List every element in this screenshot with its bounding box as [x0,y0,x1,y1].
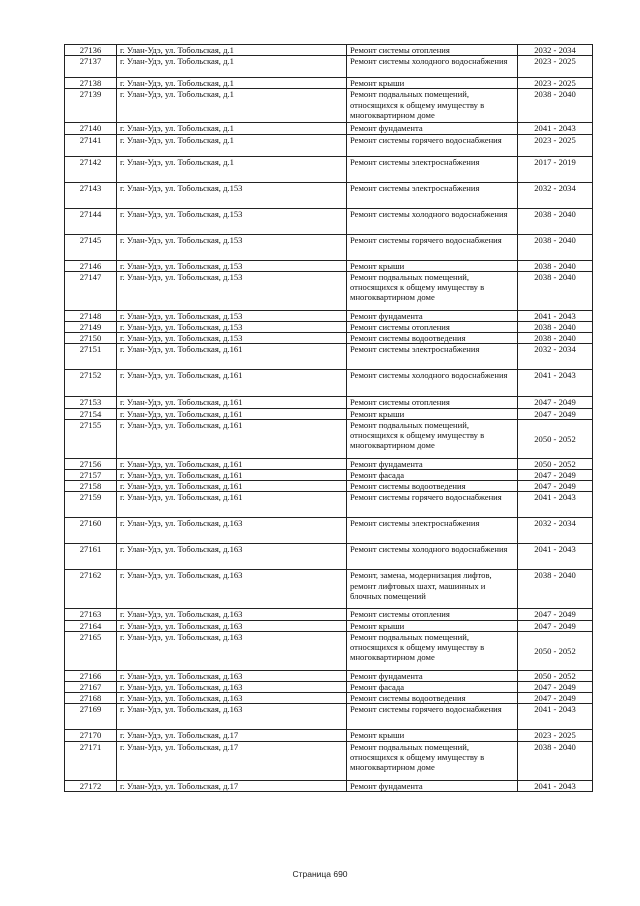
cell-address: г. Улан-Удэ, ул. Тобольская, д.163 [117,631,347,670]
cell-work-type: Ремонт системы электроснабжения [347,182,518,208]
cell-address: г. Улан-Удэ, ул. Тобольская, д.1 [117,123,347,134]
table-row [65,492,593,518]
cell-work-type: Ремонт подвальных помещений, относящихся к общему имуществу в многоквартирном доме [347,741,518,780]
cell-work-type: Ремонт фасада [347,682,518,693]
table-row [65,544,593,570]
cell-record-id: 27150 [65,333,117,344]
cell-address: г. Улан-Удэ, ул. Тобольская, д.17 [117,741,347,780]
cell-address: г. Улан-Удэ, ул. Тобольская, д.153 [117,234,347,260]
cell-address: г. Улан-Удэ, ул. Тобольская, д.153 [117,260,347,271]
cell-work-type: Ремонт подвальных помещений, относящихся к общему имуществу в многоквартирном доме [347,419,518,458]
cell-record-id: 27156 [65,458,117,469]
cell-record-id: 27138 [65,78,117,89]
cell-work-type: Ремонт, замена, модернизация лифтов, ремонт лифтовых шахт, машинных и блочных помещений [347,570,518,609]
cell-work-type: Ремонт системы горячего водоснабжения [347,492,518,518]
cell-work-type: Ремонт крыши [347,620,518,631]
table-row [65,271,593,310]
cell-work-type: Ремонт крыши [347,78,518,89]
table-row [65,322,593,333]
cell-work-type: Ремонт системы водоотведения [347,333,518,344]
cell-record-id: 27163 [65,609,117,620]
table-row [65,123,593,134]
cell-work-type: Ремонт крыши [347,730,518,741]
cell-record-id: 27170 [65,730,117,741]
cell-address: г. Улан-Удэ, ул. Тобольская, д.1 [117,56,347,78]
table-row [65,470,593,481]
cell-work-type: Ремонт системы холодного водоснабжения [347,56,518,78]
cell-record-id: 27169 [65,704,117,730]
table-row [65,730,593,741]
cell-record-id: 27140 [65,123,117,134]
cell-period: 2050 - 2052 [518,631,593,670]
table-row [65,408,593,419]
cell-record-id: 27165 [65,631,117,670]
cell-address: г. Улан-Удэ, ул. Тобольская, д.163 [117,570,347,609]
cell-address: г. Улан-Удэ, ул. Тобольская, д.153 [117,271,347,310]
cell-period: 2032 - 2034 [518,518,593,544]
table-row [65,570,593,609]
cell-period: 2023 - 2025 [518,730,593,741]
cell-record-id: 27154 [65,408,117,419]
cell-period: 2023 - 2025 [518,134,593,156]
cell-address: г. Улан-Удэ, ул. Тобольская, д.161 [117,370,347,397]
table-row [65,670,593,681]
cell-record-id: 27162 [65,570,117,609]
cell-work-type: Ремонт системы отопления [347,397,518,408]
table-row [65,419,593,458]
cell-address: г. Улан-Удэ, ул. Тобольская, д.161 [117,481,347,492]
cell-record-id: 27172 [65,780,117,791]
cell-period: 2023 - 2025 [518,78,593,89]
table-row [65,134,593,156]
table-row [65,704,593,730]
cell-period: 2017 - 2019 [518,156,593,182]
cell-period: 2041 - 2043 [518,544,593,570]
cell-address: г. Улан-Удэ, ул. Тобольская, д.161 [117,408,347,419]
cell-period: 2047 - 2049 [518,470,593,481]
cell-work-type: Ремонт системы водоотведения [347,693,518,704]
table-row [65,89,593,123]
cell-period: 2038 - 2040 [518,271,593,310]
table-row [65,741,593,780]
table-row [65,333,593,344]
cell-period: 2050 - 2052 [518,670,593,681]
table-row [65,156,593,182]
cell-period: 2023 - 2025 [518,56,593,78]
table-row [65,260,593,271]
cell-work-type: Ремонт системы отопления [347,609,518,620]
cell-period: 2038 - 2040 [518,322,593,333]
cell-address: г. Улан-Удэ, ул. Тобольская, д.163 [117,620,347,631]
cell-address: г. Улан-Удэ, ул. Тобольская, д.153 [117,208,347,234]
cell-record-id: 27137 [65,56,117,78]
cell-record-id: 27139 [65,89,117,123]
cell-period: 2032 - 2034 [518,344,593,370]
cell-address: г. Улан-Удэ, ул. Тобольская, д.163 [117,518,347,544]
cell-period: 2032 - 2034 [518,45,593,56]
cell-work-type: Ремонт фундамента [347,123,518,134]
cell-period: 2047 - 2049 [518,481,593,492]
cell-work-type: Ремонт фундамента [347,780,518,791]
cell-address: г. Улан-Удэ, ул. Тобольская, д.153 [117,322,347,333]
cell-period: 2038 - 2040 [518,89,593,123]
cell-record-id: 27149 [65,322,117,333]
table-row [65,182,593,208]
table-row [65,620,593,631]
cell-work-type: Ремонт системы электроснабжения [347,156,518,182]
cell-work-type: Ремонт системы холодного водоснабжения [347,208,518,234]
table-row [65,682,593,693]
cell-address: г. Улан-Удэ, ул. Тобольская, д.163 [117,609,347,620]
cell-record-id: 27160 [65,518,117,544]
cell-record-id: 27136 [65,45,117,56]
cell-record-id: 27155 [65,419,117,458]
cell-address: г. Улан-Удэ, ул. Тобольская, д.1 [117,156,347,182]
cell-work-type: Ремонт системы отопления [347,322,518,333]
page-number: Страница 690 [292,869,348,879]
cell-work-type: Ремонт подвальных помещений, относящихся к общему имуществу в многоквартирном доме [347,271,518,310]
cell-address: г. Улан-Удэ, ул. Тобольская, д.153 [117,333,347,344]
cell-record-id: 27152 [65,370,117,397]
cell-work-type: Ремонт системы горячего водоснабжения [347,134,518,156]
cell-address: г. Улан-Удэ, ул. Тобольская, д.161 [117,397,347,408]
cell-work-type: Ремонт подвальных помещений, относящихся к общему имуществу в многоквартирном доме [347,89,518,123]
table-row [65,344,593,370]
cell-work-type: Ремонт системы электроснабжения [347,518,518,544]
cell-period: 2041 - 2043 [518,492,593,518]
table-row [65,458,593,469]
table-row [65,370,593,397]
table-row [65,481,593,492]
cell-period: 2041 - 2043 [518,780,593,791]
table-row [65,693,593,704]
cell-work-type: Ремонт подвальных помещений, относящихся к общему имуществу в многоквартирном доме [347,631,518,670]
table-row [65,208,593,234]
cell-record-id: 27171 [65,741,117,780]
cell-address: г. Улан-Удэ, ул. Тобольская, д.163 [117,693,347,704]
table-row [65,780,593,791]
cell-address: г. Улан-Удэ, ул. Тобольская, д.1 [117,89,347,123]
cell-record-id: 27159 [65,492,117,518]
table-body [65,45,593,792]
cell-period: 2038 - 2040 [518,333,593,344]
cell-address: г. Улан-Удэ, ул. Тобольская, д.1 [117,78,347,89]
cell-address: г. Улан-Удэ, ул. Тобольская, д.153 [117,182,347,208]
cell-work-type: Ремонт системы электроснабжения [347,344,518,370]
cell-record-id: 27164 [65,620,117,631]
cell-period: 2041 - 2043 [518,310,593,321]
cell-record-id: 27168 [65,693,117,704]
cell-record-id: 27158 [65,481,117,492]
cell-address: г. Улан-Удэ, ул. Тобольская, д.161 [117,458,347,469]
cell-period: 2050 - 2052 [518,419,593,458]
cell-period: 2032 - 2034 [518,182,593,208]
cell-work-type: Ремонт системы холодного водоснабжения [347,370,518,397]
cell-record-id: 27166 [65,670,117,681]
cell-period: 2038 - 2040 [518,234,593,260]
cell-address: г. Улан-Удэ, ул. Тобольская, д.1 [117,45,347,56]
cell-period: 2047 - 2049 [518,397,593,408]
cell-address: г. Улан-Удэ, ул. Тобольская, д.161 [117,419,347,458]
cell-record-id: 27145 [65,234,117,260]
cell-work-type: Ремонт системы горячего водоснабжения [347,234,518,260]
table-row [65,609,593,620]
cell-work-type: Ремонт системы водоотведения [347,481,518,492]
table-row [65,78,593,89]
cell-record-id: 27153 [65,397,117,408]
cell-work-type: Ремонт системы горячего водоснабжения [347,704,518,730]
cell-record-id: 27144 [65,208,117,234]
cell-record-id: 27143 [65,182,117,208]
cell-work-type: Ремонт фундамента [347,670,518,681]
cell-record-id: 27142 [65,156,117,182]
cell-period: 2041 - 2043 [518,370,593,397]
cell-record-id: 27147 [65,271,117,310]
cell-work-type: Ремонт фундамента [347,458,518,469]
cell-period: 2038 - 2040 [518,741,593,780]
cell-period: 2047 - 2049 [518,620,593,631]
table-row [65,234,593,260]
cell-period: 2050 - 2052 [518,458,593,469]
cell-period: 2047 - 2049 [518,609,593,620]
cell-address: г. Улан-Удэ, ул. Тобольская, д.161 [117,344,347,370]
cell-address: г. Улан-Удэ, ул. Тобольская, д.163 [117,544,347,570]
table-row [65,397,593,408]
cell-record-id: 27141 [65,134,117,156]
table-row [65,45,593,56]
cell-address: г. Улан-Удэ, ул. Тобольская, д.163 [117,682,347,693]
table-row [65,631,593,670]
repair-schedule-table [64,44,593,792]
cell-period: 2041 - 2043 [518,704,593,730]
cell-record-id: 27161 [65,544,117,570]
cell-period: 2038 - 2040 [518,570,593,609]
cell-period: 2047 - 2049 [518,693,593,704]
cell-period: 2041 - 2043 [518,123,593,134]
cell-address: г. Улан-Удэ, ул. Тобольская, д.17 [117,780,347,791]
cell-record-id: 27157 [65,470,117,481]
cell-work-type: Ремонт крыши [347,408,518,419]
cell-period: 2038 - 2040 [518,260,593,271]
cell-work-type: Ремонт фасада [347,470,518,481]
cell-record-id: 27151 [65,344,117,370]
table-row [65,518,593,544]
cell-address: г. Улан-Удэ, ул. Тобольская, д.1 [117,134,347,156]
cell-record-id: 27148 [65,310,117,321]
cell-work-type: Ремонт системы отопления [347,45,518,56]
cell-address: г. Улан-Удэ, ул. Тобольская, д.163 [117,704,347,730]
cell-address: г. Улан-Удэ, ул. Тобольская, д.153 [117,310,347,321]
cell-work-type: Ремонт фундамента [347,310,518,321]
cell-period: 2047 - 2049 [518,408,593,419]
cell-work-type: Ремонт крыши [347,260,518,271]
cell-address: г. Улан-Удэ, ул. Тобольская, д.17 [117,730,347,741]
cell-record-id: 27146 [65,260,117,271]
cell-record-id: 27167 [65,682,117,693]
cell-work-type: Ремонт системы холодного водоснабжения [347,544,518,570]
cell-period: 2047 - 2049 [518,682,593,693]
cell-address: г. Улан-Удэ, ул. Тобольская, д.161 [117,492,347,518]
cell-period: 2038 - 2040 [518,208,593,234]
table-row [65,310,593,321]
table-row [65,56,593,78]
cell-address: г. Улан-Удэ, ул. Тобольская, д.163 [117,670,347,681]
cell-address: г. Улан-Удэ, ул. Тобольская, д.161 [117,470,347,481]
